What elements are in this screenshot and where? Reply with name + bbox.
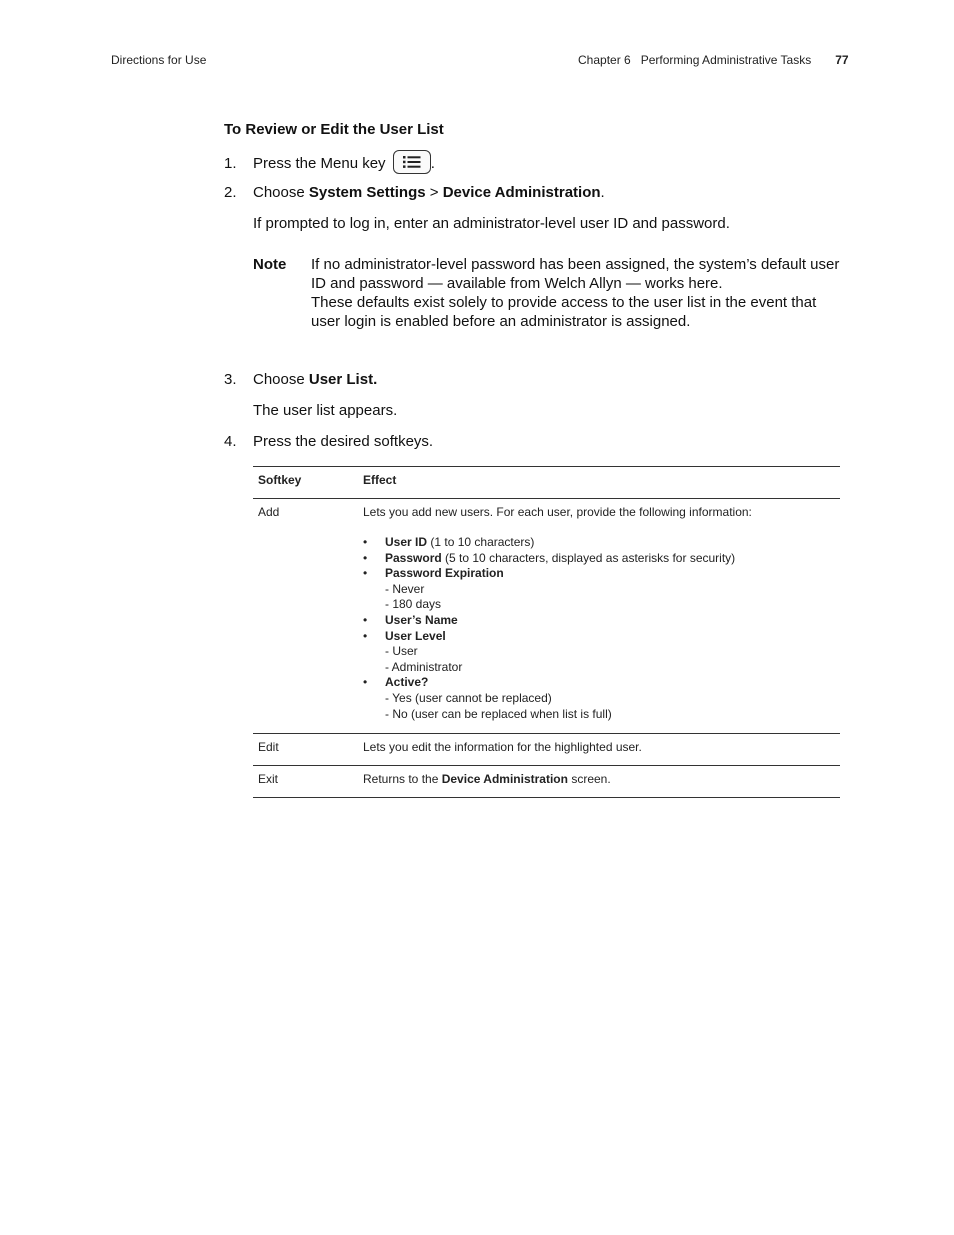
sub-option: - Never <box>385 581 425 596</box>
header-left: Directions for Use <box>111 53 207 67</box>
chapter-title: Chapter 6 Performing Administrative Tasks <box>578 53 812 67</box>
effect-add <box>358 499 840 734</box>
path-separator: > <box>425 184 443 201</box>
softkey-edit: Edit <box>253 734 358 766</box>
step-number: 1. <box>224 154 237 172</box>
page-number: 77 <box>835 53 849 67</box>
sub-option: - Administrator <box>385 659 463 674</box>
note-line-1: If no administrator-level password has been assigned, the system’s default user ID and password — available from Welch Allyn — works here. <box>311 256 840 292</box>
menu-path-system-settings: System Settings <box>308 184 426 201</box>
step-text-end: . <box>430 154 435 172</box>
list-item: • User Level - User - Administrator <box>363 629 835 676</box>
effect-edit: Lets you edit the information for the highlighted user. <box>358 734 840 766</box>
sub-option: - User <box>385 644 418 659</box>
list-item: • Password Expiration - Never - 180 days <box>363 566 835 613</box>
note-line-2: These defaults exist solely to provide access to the user list in the event that user login is enabled before an administrator is assigned. <box>311 294 817 330</box>
menu-path-user-list: User List. <box>308 371 378 388</box>
list-item: • User’s Name <box>363 612 458 627</box>
step-3 <box>224 371 377 388</box>
step-text: Choose <box>253 184 309 201</box>
list-item: • Password (5 to 10 characters, displayed as asterisks for security) <box>363 550 736 565</box>
softkey-exit: Exit <box>253 766 358 798</box>
column-header-effect: Effect <box>358 467 840 499</box>
note-label: Note <box>253 256 287 273</box>
effect-exit: Returns to the Device Administration screen. <box>358 766 840 798</box>
step-number: 3. <box>224 371 237 388</box>
note-text <box>311 255 843 331</box>
header-right <box>578 53 849 67</box>
step-text: Choose <box>253 371 309 388</box>
step-number: 2. <box>224 184 237 201</box>
column-header-softkey: Softkey <box>253 467 358 499</box>
table-row-add <box>253 499 840 734</box>
menu-path-device-administration: Device Administration <box>442 184 601 201</box>
step-2-paragraph: If prompted to log in, enter an administrator-level user ID and password. <box>253 215 730 232</box>
table-row-exit <box>253 766 840 798</box>
table-header-row <box>253 467 840 499</box>
step-1 <box>224 152 435 176</box>
menu-list-icon <box>393 150 431 174</box>
softkey-add: Add <box>253 499 358 734</box>
step-4 <box>224 433 433 450</box>
sub-option: - Yes (user cannot be replaced) <box>385 690 552 705</box>
sub-option: - No (user can be replaced when list is full) <box>385 706 612 721</box>
user-field-list <box>363 535 835 722</box>
add-intro: Lets you add new users. For each user, provide the following information: <box>363 505 752 519</box>
step-text: Press the desired softkeys. <box>253 433 434 450</box>
step-3-paragraph: The user list appears. <box>253 402 398 419</box>
step-number: 4. <box>224 433 237 450</box>
step-2 <box>224 184 605 201</box>
sub-option: - 180 days <box>385 597 442 612</box>
section-heading: To Review or Edit the User List <box>224 121 444 138</box>
table-row-edit <box>253 734 840 766</box>
softkey-table <box>253 466 840 798</box>
list-item: • Active? - Yes (user cannot be replaced) - No (user can be replaced when list is full) <box>363 675 835 722</box>
step-text: Press the Menu key <box>253 154 386 172</box>
list-item: • User ID (1 to 10 characters) <box>363 535 535 549</box>
step-text-end: . <box>600 184 605 201</box>
